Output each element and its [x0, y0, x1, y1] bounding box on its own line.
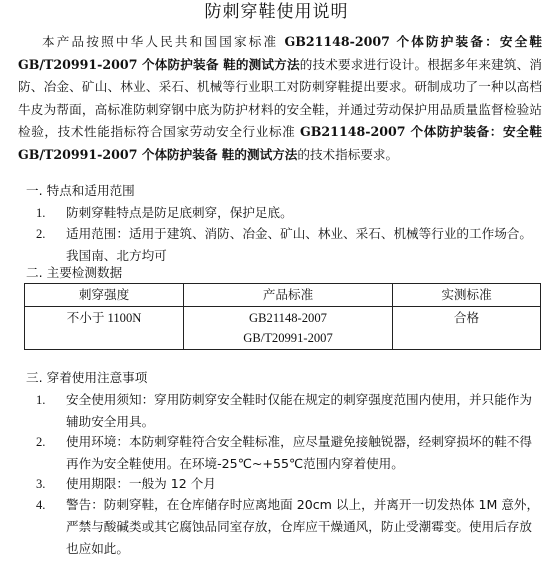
section3-item-3 — [36, 473, 542, 495]
intro-text-1: 本产品按照中华人民共和国国家标准 — [42, 34, 285, 49]
table-cell-result: 合格 — [393, 307, 541, 350]
table-cell-strength: 不小于 1100N — [25, 307, 184, 350]
section1-item-1 — [36, 202, 542, 224]
item-text: 适用范围：适用于建筑、消防、冶金、矿山、林业、采石、机械等行业的工作场合。我国南、北方均可 — [66, 226, 532, 263]
item-number: 2. — [36, 435, 46, 449]
intro-standard-2: GB21148-2007 个体防护装备：安全鞋 GB/T20991-2007 个体防护装备 鞋的测试方法 — [18, 124, 542, 162]
intro-standard-1: GB21148-2007 个体防护装备：安全鞋 GB/T20991-2007 个体防护装备 鞋的测试方法 — [18, 34, 542, 72]
intro-text-3: 的技术指标要求。 — [297, 146, 399, 162]
intro-paragraph — [18, 31, 542, 167]
section3-item-2 — [36, 431, 542, 475]
section3-heading: 三. 穿着使用注意事项 — [26, 370, 148, 385]
document-title: 防刺穿鞋使用说明 — [204, 2, 349, 22]
table-row — [25, 307, 541, 350]
item-number: 3. — [36, 477, 46, 491]
item-text: 安全使用须知：穿用防刺穿安全鞋时仅能在规定的刺穿强度范围内使用，并只能作为辅助安全用具。 — [66, 392, 532, 429]
section1-heading: 一. 特点和适用范围 — [26, 183, 135, 198]
table-header-cell: 产品标准 — [184, 284, 393, 307]
table-header-cell: 实测标准 — [393, 284, 541, 307]
section2-heading: 二. 主要检测数据 — [26, 265, 123, 280]
test-data-table — [24, 283, 541, 350]
item-number: 4. — [36, 498, 46, 512]
item-text: 使用期限：一般为 12 个月 — [66, 476, 216, 491]
item-text: 防刺穿鞋特点是防足底刺穿，保护足底。 — [66, 205, 293, 220]
item-number: 1. — [36, 393, 46, 407]
item-text: 警告：防刺穿鞋，在仓库储存时应离地面 20cm 以上，并离开一切发热体 1M 意外，严禁与酸碱类或其它腐蚀品同室存放，仓库应干燥通风，防止受潮霉变。使用后存放也应如此。 — [66, 497, 540, 556]
intro-text-2: 的技术要求进行设计。根据多年来建筑、消防、冶金、矿山、林业、采石、机械等行业职工对防刺穿鞋提出要求。研制成功了一种以高档牛皮为帮面，高标准防刺穿钢中底为防护材料的安全鞋，并通过劳动保护用品质量监督检验站检验，技术性能指标符合国家劳动安全行业标准 — [18, 56, 542, 140]
item-number: 1. — [36, 206, 46, 220]
section1-item-2 — [36, 223, 542, 267]
table-header-cell: 刺穿强度 — [25, 284, 184, 307]
item-number: 2. — [36, 227, 46, 241]
standard-line-1: GB21148-2007 — [249, 311, 327, 325]
standard-line-2: GB/T20991-2007 — [243, 331, 333, 345]
table-cell-standard — [184, 307, 393, 350]
item-text: 使用环境：本防刺穿鞋符合安全鞋标准，应尽量避免接触锐器，经刺穿损坏的鞋不得再作为安全鞋使用。在环境-25℃~+55℃范围内穿着使用。 — [66, 434, 532, 471]
table-header-row — [25, 284, 541, 307]
section3-item-1 — [36, 389, 542, 433]
section3-item-4 — [36, 494, 542, 560]
